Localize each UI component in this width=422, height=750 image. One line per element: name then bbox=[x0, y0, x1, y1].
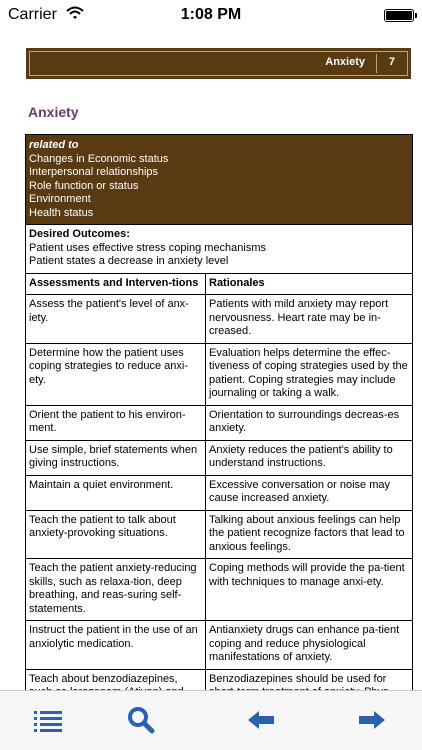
outcome-item: Patient uses effective stress coping mechanisms bbox=[29, 241, 267, 254]
rationale-cell: Excessive conversation or noise may cause increased anxiety. bbox=[206, 475, 413, 510]
related-item: Environment bbox=[29, 193, 91, 205]
arrow-left-icon bbox=[244, 703, 280, 737]
rationale-cell: Antianxiety drugs can enhance pa-tient coping and reduce physiological manifestations of anxiety. bbox=[206, 621, 413, 670]
table-row bbox=[26, 621, 413, 670]
search-button[interactable] bbox=[124, 703, 160, 737]
related-item: Role function or status bbox=[29, 179, 139, 192]
table-row bbox=[26, 405, 413, 440]
previous-page-button[interactable] bbox=[244, 703, 280, 737]
outcomes-row bbox=[26, 225, 413, 274]
list-button[interactable] bbox=[31, 703, 67, 737]
rationale-cell: Evaluation helps determine the effec-tiveness of coping strategies used by the patient. Coping strategies may include journaling or taking a walk. bbox=[206, 343, 413, 405]
banner-divider bbox=[376, 54, 377, 73]
related-item: Changes in Economic status bbox=[29, 152, 169, 165]
assessment-cell: Orient the patient to his environ-ment. bbox=[26, 405, 206, 440]
assessment-cell: Teach the patient anxiety-reducing skills, such as relaxa-tion, deep breathing, and reas-suring self-statements. bbox=[26, 559, 206, 621]
banner-frame bbox=[29, 51, 408, 76]
assessment-cell: Teach about benzodiazepines, bbox=[26, 669, 206, 704]
battery-icon bbox=[384, 9, 414, 22]
related-item: Interpersonal relationships bbox=[29, 166, 159, 178]
column-header-assessments: Assessments and Interven-tions bbox=[26, 273, 206, 295]
care-plan-content[interactable] bbox=[25, 134, 412, 690]
clock-label: 1:08 PM bbox=[180, 6, 242, 23]
banner-page-number: 7 bbox=[388, 56, 395, 68]
list-icon bbox=[31, 703, 67, 737]
table-header-row bbox=[26, 273, 413, 295]
related-item: Health status bbox=[29, 206, 94, 219]
status-bar bbox=[0, 0, 422, 30]
table-row bbox=[26, 559, 413, 621]
table-row bbox=[26, 295, 413, 344]
rationale-cell: Anxiety reduces the patient's ability to understand instructions. bbox=[206, 440, 413, 475]
chapter-banner bbox=[26, 48, 411, 79]
assessment-cell: Maintain a quiet environment. bbox=[26, 475, 206, 510]
table-row bbox=[26, 440, 413, 475]
related-to-label: related to bbox=[29, 139, 79, 151]
bottom-toolbar bbox=[0, 690, 422, 750]
assessment-cell: Use simple, brief statements when giving instructions. bbox=[26, 440, 206, 475]
page-title: Anxiety bbox=[28, 104, 79, 120]
desired-outcomes-label: Desired Outcomes: bbox=[29, 228, 130, 240]
related-to-cell bbox=[26, 135, 413, 225]
rationale-cell: Benzodiazepines should be used for bbox=[206, 669, 413, 704]
rationale-cell: Orientation to surroundings decreas-es anxiety. bbox=[206, 405, 413, 440]
column-header-rationales: Rationales bbox=[206, 273, 413, 295]
assessment-cell: Instruct the patient in the use of an anxiolytic medication. bbox=[26, 621, 206, 670]
table-row bbox=[26, 343, 413, 405]
rationale-cell: Coping methods will provide the pa-tient with techniques to manage anxi-ety. bbox=[206, 559, 413, 621]
search-icon bbox=[124, 703, 160, 737]
care-plan-table bbox=[25, 134, 413, 705]
rationale-cell: Talking about anxious feelings can help the patient recognize factors that lead to anxious feelings. bbox=[206, 510, 413, 559]
rationale-cell: Patients with mild anxiety may report nervousness. Heart rate may be in-creased. bbox=[206, 295, 413, 344]
assessment-cell: Determine how the patient uses coping strategies to reduce anxi-ety. bbox=[26, 343, 206, 405]
outcome-item: Patient states a decrease in anxiety level bbox=[29, 255, 229, 267]
arrow-right-icon bbox=[355, 703, 391, 737]
table-row bbox=[26, 510, 413, 559]
assessment-cell: Assess the patient's level of anx-iety. bbox=[26, 295, 206, 344]
banner-title: Anxiety bbox=[325, 56, 365, 68]
carrier-label: Carrier bbox=[8, 6, 57, 23]
table-row bbox=[26, 475, 413, 510]
desired-outcomes-cell bbox=[26, 225, 413, 274]
assessment-cell: Teach the patient to talk about anxiety-provoking situations. bbox=[26, 510, 206, 559]
next-page-button[interactable] bbox=[355, 703, 391, 737]
related-row bbox=[26, 135, 413, 225]
